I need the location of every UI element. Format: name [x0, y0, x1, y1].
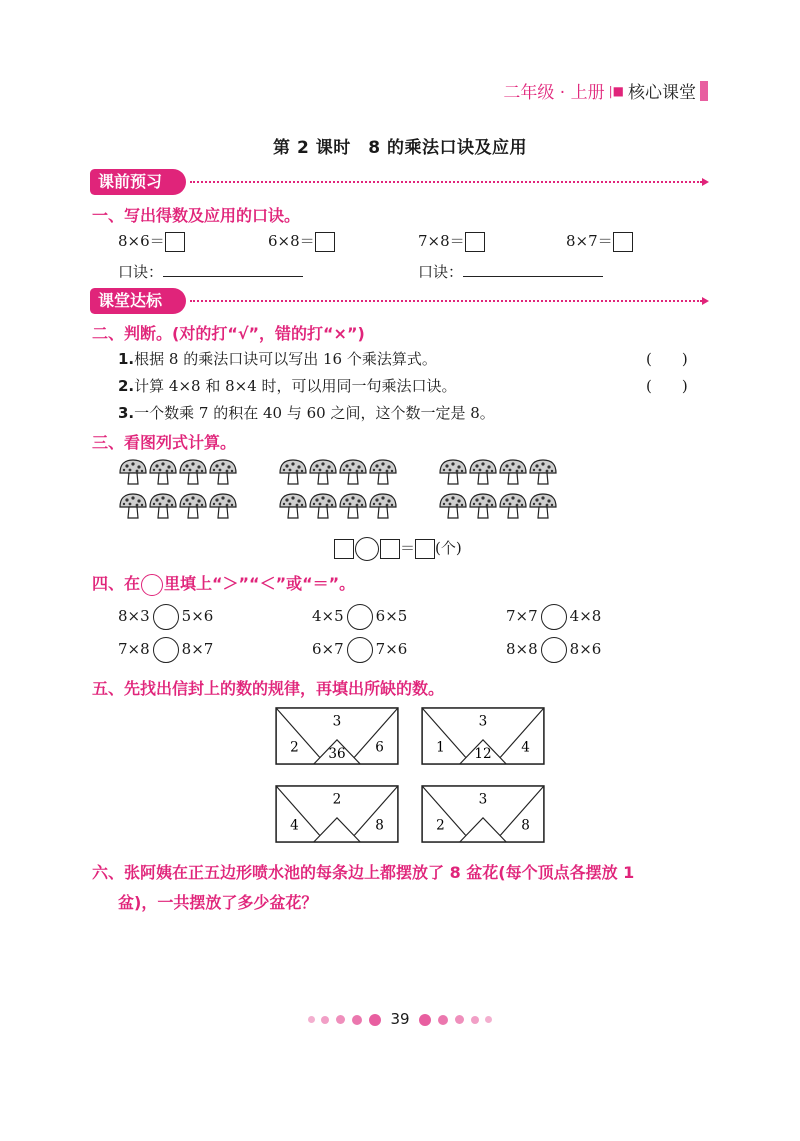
- dot-icon: [321, 1016, 329, 1024]
- mushroom-icon: [278, 458, 308, 486]
- answer-box[interactable]: [465, 232, 485, 252]
- preview-banner: 课前预习: [90, 169, 186, 195]
- q4-compare-2: [312, 604, 407, 630]
- mushroom-icon: [468, 492, 498, 520]
- compare-circle[interactable]: [541, 637, 567, 663]
- q1-expression: 6×8＝: [268, 232, 315, 250]
- banner-divider: [190, 300, 702, 302]
- envelope-figure: [420, 707, 546, 765]
- mushroom-icon: [498, 492, 528, 520]
- envelope-top: 3: [478, 791, 488, 808]
- compare-circle[interactable]: [347, 604, 373, 630]
- banner-arrow-icon: [702, 297, 709, 305]
- banner-arrow-icon: [702, 178, 709, 186]
- formula-label: 口诀：: [118, 263, 164, 281]
- page-number: 39: [390, 1010, 410, 1028]
- right-expr: 5×6: [181, 607, 214, 625]
- mushroom-icon: [148, 458, 178, 486]
- left-expr: 7×7: [506, 607, 538, 625]
- mushroom-icon: [338, 458, 368, 486]
- dot-icon: [471, 1016, 479, 1024]
- compare-circle[interactable]: [347, 637, 373, 663]
- envelope-right: 6: [375, 739, 384, 756]
- compare-circle[interactable]: [153, 637, 179, 663]
- q4-compare-4: [118, 637, 213, 663]
- q2-statement-1: [118, 348, 437, 369]
- answer-box[interactable]: [380, 539, 400, 559]
- question-2-heading: 二、判断。(对的打“√”，错的打“×”): [92, 324, 365, 343]
- envelope-figure: [274, 785, 400, 843]
- q4-compare-6: [506, 637, 601, 663]
- q2-statement-2: [118, 375, 457, 396]
- q1-expression: 8×6＝: [118, 232, 165, 250]
- q2-answer-paren-2[interactable]: ( ): [646, 377, 688, 395]
- banner-divider: [190, 181, 702, 183]
- item-number: 1.: [118, 350, 135, 368]
- compare-circle[interactable]: [541, 604, 567, 630]
- mushroom-icon: [178, 492, 208, 520]
- q1-expression: 7×8＝: [418, 232, 465, 250]
- answer-box[interactable]: [334, 539, 354, 559]
- question-4-heading: [92, 571, 355, 596]
- mushroom-icon: [368, 492, 398, 520]
- envelope-top: 3: [478, 713, 488, 730]
- mushroom-icon: [118, 458, 148, 486]
- envelope-left: 4: [290, 817, 299, 834]
- envelope-figure: [274, 707, 400, 765]
- right-expr: 7×6: [375, 640, 408, 658]
- item-number: 3.: [118, 404, 135, 422]
- dot-icon: [438, 1015, 448, 1025]
- section-label: 核心课堂: [628, 83, 696, 103]
- envelope-right: 4: [521, 739, 530, 756]
- answer-box[interactable]: [165, 232, 185, 252]
- right-expr: 8×7: [181, 640, 214, 658]
- lesson-title: 第 2 课时 8 的乘法口诀及应用: [273, 138, 527, 158]
- formula-blank[interactable]: [463, 263, 603, 277]
- left-expr: 7×8: [118, 640, 150, 658]
- mushroom-icon: [308, 458, 338, 486]
- envelope-center: 36: [328, 746, 346, 763]
- left-expr: 8×8: [506, 640, 538, 658]
- right-expr: 8×6: [569, 640, 602, 658]
- dot-icon: [308, 1016, 315, 1023]
- statement-text: 一个数乘 7 的积在 40 与 60 之间，这个数一定是 8。: [134, 404, 495, 422]
- grade-label: 二年级 · 上册: [503, 83, 605, 103]
- formula-blank[interactable]: [163, 263, 303, 277]
- question-3-heading: 三、看图列式计算。: [92, 433, 237, 452]
- left-expr: 4×5: [312, 607, 344, 625]
- envelope-right: 8: [521, 817, 530, 834]
- dot-icon: [352, 1015, 362, 1025]
- left-expr: 8×3: [118, 607, 150, 625]
- mushroom-picture: [118, 458, 578, 522]
- q4-head-pre: 四、在: [92, 574, 141, 593]
- q3-equation: [334, 537, 462, 561]
- header-separator: |■: [608, 83, 624, 98]
- envelope-figure: [420, 785, 546, 843]
- formula-label: 口诀：: [418, 263, 464, 281]
- envelope-left: 2: [290, 739, 299, 756]
- q1-item-4: [566, 230, 633, 252]
- mushroom-icon: [528, 492, 558, 520]
- envelope-top: 2: [332, 791, 342, 808]
- q1-expression: 8×7＝: [566, 232, 613, 250]
- q1-item-2: [268, 230, 335, 252]
- header-bar-decoration: [700, 81, 708, 101]
- question-5-heading: 五、先找出信封上的数的规律，再填出所缺的数。: [92, 679, 445, 698]
- q4-compare-5: [312, 637, 407, 663]
- q2-statement-3: [118, 402, 495, 423]
- right-expr: 4×8: [569, 607, 602, 625]
- circle-icon: [141, 574, 163, 596]
- q4-compare-1: [118, 604, 213, 630]
- mushroom-icon: [498, 458, 528, 486]
- envelope-center: 12: [474, 746, 492, 763]
- dot-icon: [336, 1015, 345, 1024]
- mushroom-icon: [438, 492, 468, 520]
- mushroom-icon: [208, 492, 238, 520]
- page-footer: [0, 1010, 800, 1028]
- mushroom-icon: [148, 492, 178, 520]
- mushroom-icon: [118, 492, 148, 520]
- page-header: [503, 78, 708, 103]
- left-expr: 6×7: [312, 640, 344, 658]
- classwork-banner: 课堂达标: [90, 288, 186, 314]
- answer-box[interactable]: [613, 232, 633, 252]
- answer-box[interactable]: [415, 539, 435, 559]
- mushroom-icon: [438, 458, 468, 486]
- dot-icon: [455, 1015, 464, 1024]
- mushroom-icon: [338, 492, 368, 520]
- statement-text: 计算 4×8 和 8×4 时，可以用同一句乘法口诀。: [134, 377, 457, 395]
- dot-icon: [369, 1014, 381, 1026]
- right-expr: 6×5: [375, 607, 408, 625]
- item-number: 2.: [118, 377, 135, 395]
- mushroom-icon: [208, 458, 238, 486]
- mushroom-icon: [468, 458, 498, 486]
- dot-icon: [485, 1016, 492, 1023]
- q1-item-3: [418, 230, 485, 252]
- statement-text: 根据 8 的乘法口诀可以写出 16 个乘法算式。: [134, 350, 437, 368]
- unit-label: (个): [435, 539, 462, 557]
- mushroom-icon: [528, 458, 558, 486]
- q4-head-post: 里填上“＞”“＜”或“＝”。: [164, 574, 356, 593]
- q1-formula-line-1: [118, 261, 303, 282]
- envelope-right: 8: [375, 817, 384, 834]
- q4-compare-3: [506, 604, 601, 630]
- dot-icon: [419, 1014, 431, 1026]
- question-6-line-2: 盆)，一共摆放了多少盆花？: [118, 893, 318, 912]
- envelope-top: 3: [332, 713, 342, 730]
- envelope-left: 2: [436, 817, 445, 834]
- equals-sign: ＝: [400, 539, 416, 557]
- q1-formula-line-2: [418, 261, 603, 282]
- mushroom-icon: [308, 492, 338, 520]
- compare-circle[interactable]: [153, 604, 179, 630]
- mushroom-icon: [278, 492, 308, 520]
- mushroom-icon: [368, 458, 398, 486]
- operator-circle[interactable]: [355, 537, 379, 561]
- q1-item-1: [118, 230, 185, 252]
- q2-answer-paren-1[interactable]: ( ): [646, 350, 688, 368]
- mushroom-icon: [178, 458, 208, 486]
- question-6-line-1: 六、张阿姨在正五边形喷水池的每条边上都摆放了 8 盆花(每个顶点各摆放 1: [92, 863, 635, 882]
- question-1-heading: 一、写出得数及应用的口诀。: [92, 206, 301, 225]
- envelope-left: 1: [436, 739, 445, 756]
- answer-box[interactable]: [315, 232, 335, 252]
